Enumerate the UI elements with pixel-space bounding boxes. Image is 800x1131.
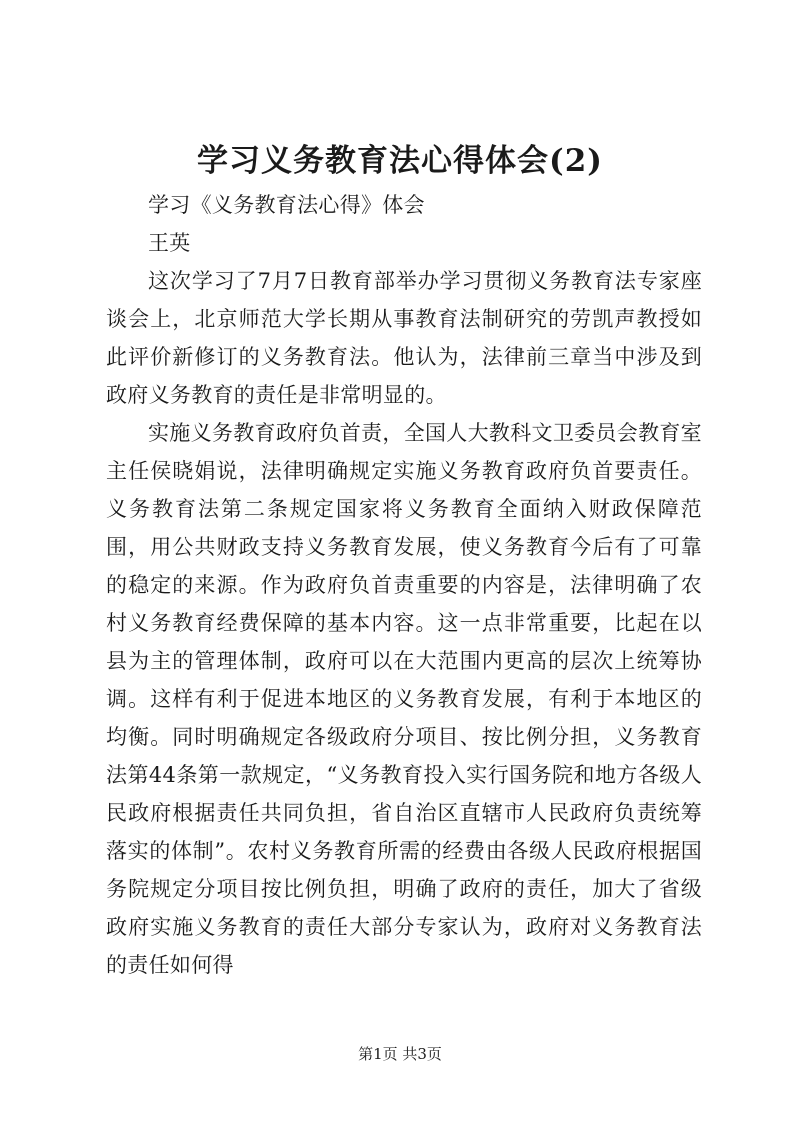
- paragraph-1: 这次学习了7月7日教育部举办学习贯彻义务教育法专家座谈会上，北京师范大学长期从事教育法制研究的劳凯声教授如此评价新修订的义务教育法。他认为，法律前三章当中涉及到政府义务教育的责任是非常明显的。: [106, 269, 702, 407]
- paragraph-2: 实施义务教育政府负首责，全国人大教科文卫委员会教育室主任侯晓娟说，法律明确规定实施义务教育政府负首要责任。义务教育法第二条规定国家将义务教育全面纳入财政保障范围，用公共财政支持义务教育发展，使义务教育今后有了可靠的稳定的来源。作为政府负首责重要的内容是，法律明确了农村义务教育经费保障的基本内容。这一点非常重要，比起在以县为主的管理体制，政府可以在大范围内更高的层次上统筹协调。这样有利于促进本地区的义务教育发展，有利于本地区的均衡。同时明确规定各级政府分项目、按比例分担，义务教育法第44条第一款规定，“义务教育投入实行国务院和地方各级人民政府根据责任共同负担，省自治区直辖市人民政府负责统筹落实的体制”。农村义务教育所需的经费由各级人民政府根据国务院规定分项目按比例负担，明确了政府的责任，加大了省级政府实施义务教育的责任大部分专家认为，政府对义务教育法的责任如何得: [106, 421, 702, 977]
- document-subtitle: 学习《义务教育法心得》体会: [148, 193, 425, 217]
- page-footer: 第1页 共3页: [358, 1045, 442, 1063]
- document-title: 学习义务教育法心得体会(2): [197, 143, 603, 179]
- document-body: [106, 186, 702, 984]
- document-author: 王英: [148, 231, 191, 255]
